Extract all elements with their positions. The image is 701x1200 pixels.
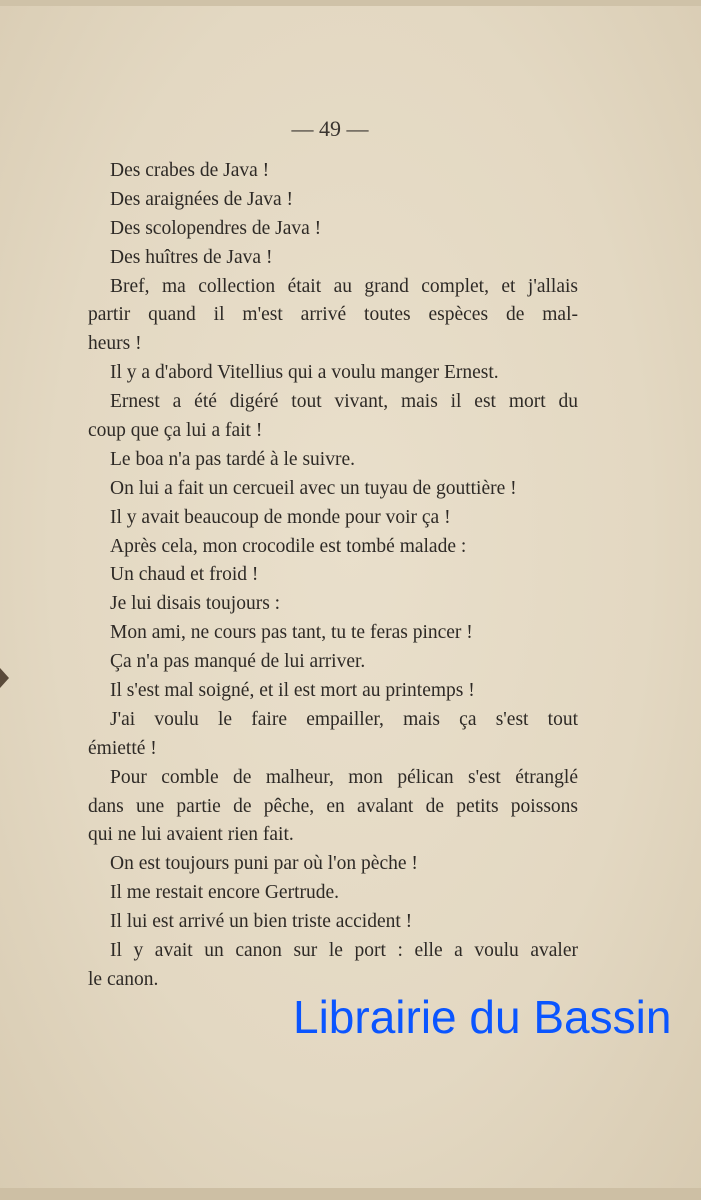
text-line: Mon ami, ne cours pas tant, tu te feras pincer !	[110, 622, 473, 644]
text-line: On lui a fait un cercueil avec un tuyau de gouttière !	[110, 477, 517, 499]
page-edge-mark	[0, 668, 9, 688]
paragraph	[88, 937, 578, 995]
text-line: Il lui est arrivé un bien triste accident !	[110, 911, 413, 933]
paragraph	[88, 764, 578, 851]
paragraph	[88, 475, 578, 504]
paragraph	[88, 706, 578, 764]
body-text	[88, 157, 578, 995]
paragraph	[88, 273, 578, 360]
text-line: Je lui disais toujours :	[110, 593, 281, 615]
text-line: Ernest a été digéré tout vivant, mais il est mort du	[110, 391, 578, 413]
paragraph	[88, 504, 578, 533]
paragraph	[88, 388, 578, 446]
text-line: Des huîtres de Java !	[110, 246, 273, 268]
paragraph	[88, 157, 578, 186]
text-line: dans une partie de pêche, en avalant de petits poissons	[88, 795, 578, 817]
paragraph	[88, 215, 578, 244]
paragraph	[88, 908, 578, 937]
text-line: On est toujours puni par où l'on pèche !	[110, 853, 418, 875]
text-line: J'ai voulu le faire empailler, mais ça s'est tout	[110, 708, 578, 730]
paragraph	[88, 677, 578, 706]
text-line: heurs !	[88, 333, 142, 355]
text-line: Il me restait encore Gertrude.	[110, 882, 340, 904]
watermark-text: Librairie du Bassin	[293, 991, 672, 1043]
text-line: Des araignées de Java !	[110, 188, 293, 210]
text-line: Il y avait un canon sur le port : elle a voulu avaler	[110, 940, 578, 962]
text-line: Il s'est mal soigné, et il est mort au printemps !	[110, 680, 475, 702]
paragraph	[88, 186, 578, 215]
paragraph	[88, 244, 578, 273]
text-line: Ça n'a pas manqué de lui arriver.	[110, 651, 366, 673]
paragraph	[88, 446, 578, 475]
paragraph	[88, 648, 578, 677]
paragraph	[88, 561, 578, 590]
page-number: — 49 —	[291, 116, 369, 141]
text-line: coup que ça lui a fait !	[88, 420, 263, 442]
text-line: Des scolopendres de Java !	[110, 217, 322, 239]
text-line: Bref, ma collection était au grand complet, et j'allais	[110, 275, 578, 297]
text-line: Après cela, mon crocodile est tombé malade :	[110, 535, 467, 557]
text-line: partir quand il m'est arrivé toutes espèces de mal-	[88, 304, 578, 326]
page-bottom-edge	[0, 1188, 701, 1200]
text-line: Des crabes de Java !	[110, 160, 270, 181]
text-line: Pour comble de malheur, mon pélican s'est étranglé	[110, 766, 578, 788]
paragraph	[88, 359, 578, 388]
text-line: Un chaud et froid !	[110, 564, 259, 586]
paragraph	[88, 533, 578, 562]
paragraph	[88, 619, 578, 648]
text-line: qui ne lui avaient rien fait.	[88, 824, 294, 846]
text-line: Le boa n'a pas tardé à le suivre.	[110, 448, 355, 470]
text-line: le canon.	[88, 968, 159, 990]
paragraph	[88, 850, 578, 879]
text-line: Il y a d'abord Vitellius qui a voulu manger Ernest.	[110, 362, 499, 384]
page-top-edge	[0, 0, 701, 6]
paragraph	[88, 590, 578, 619]
text-line: émietté !	[88, 737, 157, 759]
paragraph	[88, 879, 578, 908]
text-line: Il y avait beaucoup de monde pour voir ça !	[110, 506, 451, 528]
